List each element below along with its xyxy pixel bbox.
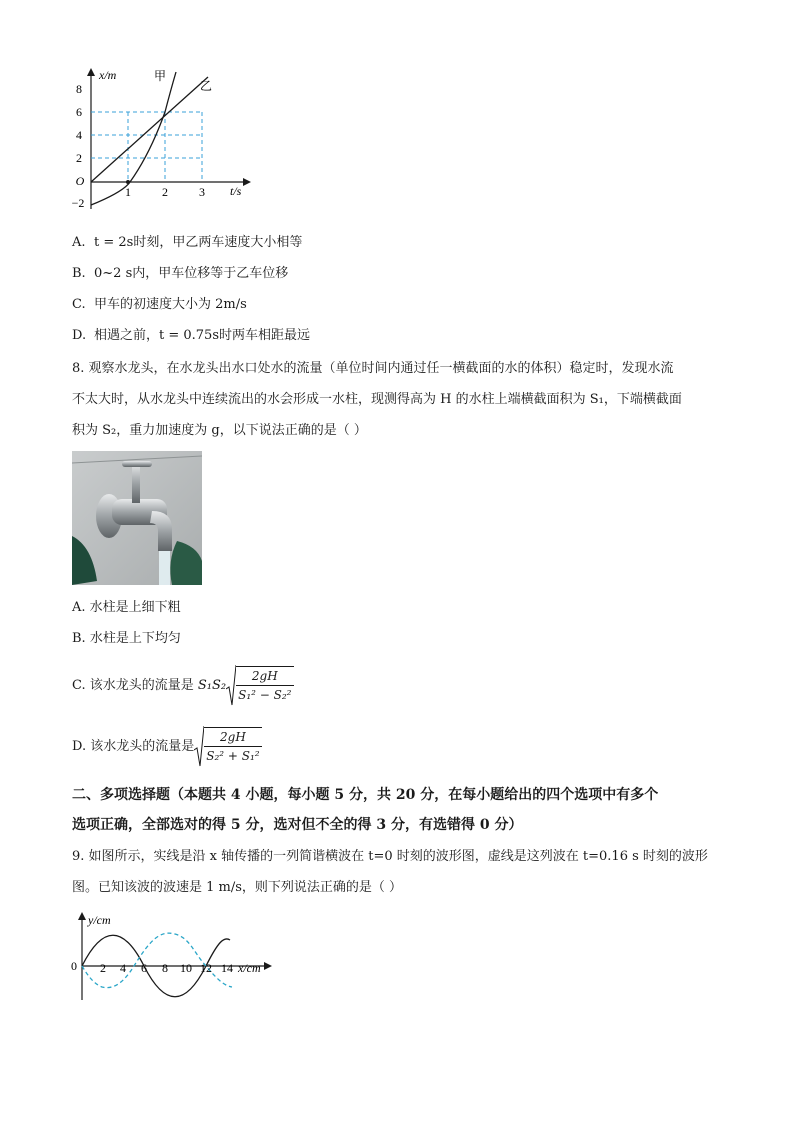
q8-option-a: A. 水柱是上细下粗 — [72, 600, 181, 615]
q7-y-tick-6: 6 — [76, 105, 82, 119]
q9-x-tick-14: 14 — [221, 961, 233, 975]
q9-x-tick-4: 4 — [120, 961, 126, 975]
q7-x-tick-2: 2 — [162, 185, 168, 199]
q9-stem-line-2: 图。已知该波的波速是 1 m/s，则下列说法正确的是（ ） — [72, 880, 403, 895]
q9-y-axis-label: y/cm — [88, 913, 111, 927]
faucet-photo — [72, 451, 202, 585]
q7-y-tick-minus2: −2 — [71, 196, 85, 210]
q7-x-tick-3: 3 — [199, 185, 205, 199]
q8-option-b: B. 水柱是上下均匀 — [72, 631, 181, 646]
q7-curve-jia-label: 甲 — [154, 69, 167, 83]
q7-origin-label: O — [75, 174, 85, 188]
q9-x-axis-label: x/cm — [238, 961, 261, 975]
q9-stem-line-1: 9. 如图所示，实线是沿 x 轴传播的一列简谐横波在 t=0 时刻的波形图，虚线是这列波在 t=0.16 s 时刻的波形 — [72, 849, 708, 864]
q7-x-tick-1: 1 — [125, 185, 131, 199]
q7-y-tick-8: 8 — [76, 82, 82, 96]
q7-y-axis-label: x/m — [99, 68, 117, 82]
q9-x-tick-6: 6 — [141, 961, 147, 975]
sqrt-sign-d — [194, 724, 204, 769]
q9-x-tick-12: 12 — [200, 961, 212, 975]
q7-xt-graph — [68, 64, 258, 214]
sqrt-sign-c — [226, 663, 236, 708]
q7-option-a: A. t = 2s时刻，甲乙两车速度大小相等 — [72, 235, 303, 250]
q7-y-tick-2: 2 — [76, 151, 82, 165]
q7-option-d: D. 相遇之前，t = 0.75s时两车相距最远 — [72, 328, 310, 343]
q9-origin-label: 0 — [71, 959, 77, 973]
q8-stem-line-3: 积为 S₂，重力加速度为 g，以下说法正确的是（ ） — [72, 423, 367, 438]
q7-option-b: B. 0~2 s内，甲车位移等于乙车位移 — [72, 266, 289, 281]
q8-option-c: C. 该水龙头的流量是 S₁S₂ $\frac{2gH}{\text{S₁² − S₂²}}$ — [72, 663, 294, 708]
q8-stem-line-1: 8. 观察水龙头，在水龙头出水口处水的流量（单位时间内通过任一横截面的水的体积）稳定时，发现水流 — [72, 361, 674, 376]
q9-x-tick-10: 10 — [180, 961, 192, 975]
q9-x-tick-2: 2 — [100, 961, 106, 975]
q8-option-d: D. 该水龙头的流量是 $\frac{2gH}{\text{S₂² + S₁²}}$ — [72, 724, 262, 769]
q9-wave-graph — [66, 908, 286, 1003]
q8-stem-line-2: 不太大时，从水龙头中连续流出的水会形成一水柱，现测得高为 H 的水柱上端横截面积为 S₁，下端横截面 — [72, 392, 682, 407]
section2-heading-line-1: 二、多项选择题（本题共 4 小题，每小题 5 分，共 20 分，在每小题给出的四个选项中有多个 — [72, 787, 659, 803]
q7-option-c: C. 甲车的初速度大小为 2m/s — [72, 297, 247, 312]
q7-y-tick-4: 4 — [76, 128, 82, 142]
section2-heading-line-2: 选项正确，全部选对的得 5 分，选对但不全的得 3 分，有选错得 0 分） — [72, 817, 523, 833]
q9-x-tick-8: 8 — [162, 961, 168, 975]
q7-x-axis-label: t/s — [230, 184, 242, 198]
q7-line-yi-label: 乙 — [200, 79, 213, 93]
q8-option-d-fraction: $\frac{2gH}{\text{S₂² + S₁²}}$ — [204, 727, 261, 765]
q8-option-c-fraction: $\frac{2gH}{\text{S₁² − S₂²}}$ — [236, 666, 293, 704]
